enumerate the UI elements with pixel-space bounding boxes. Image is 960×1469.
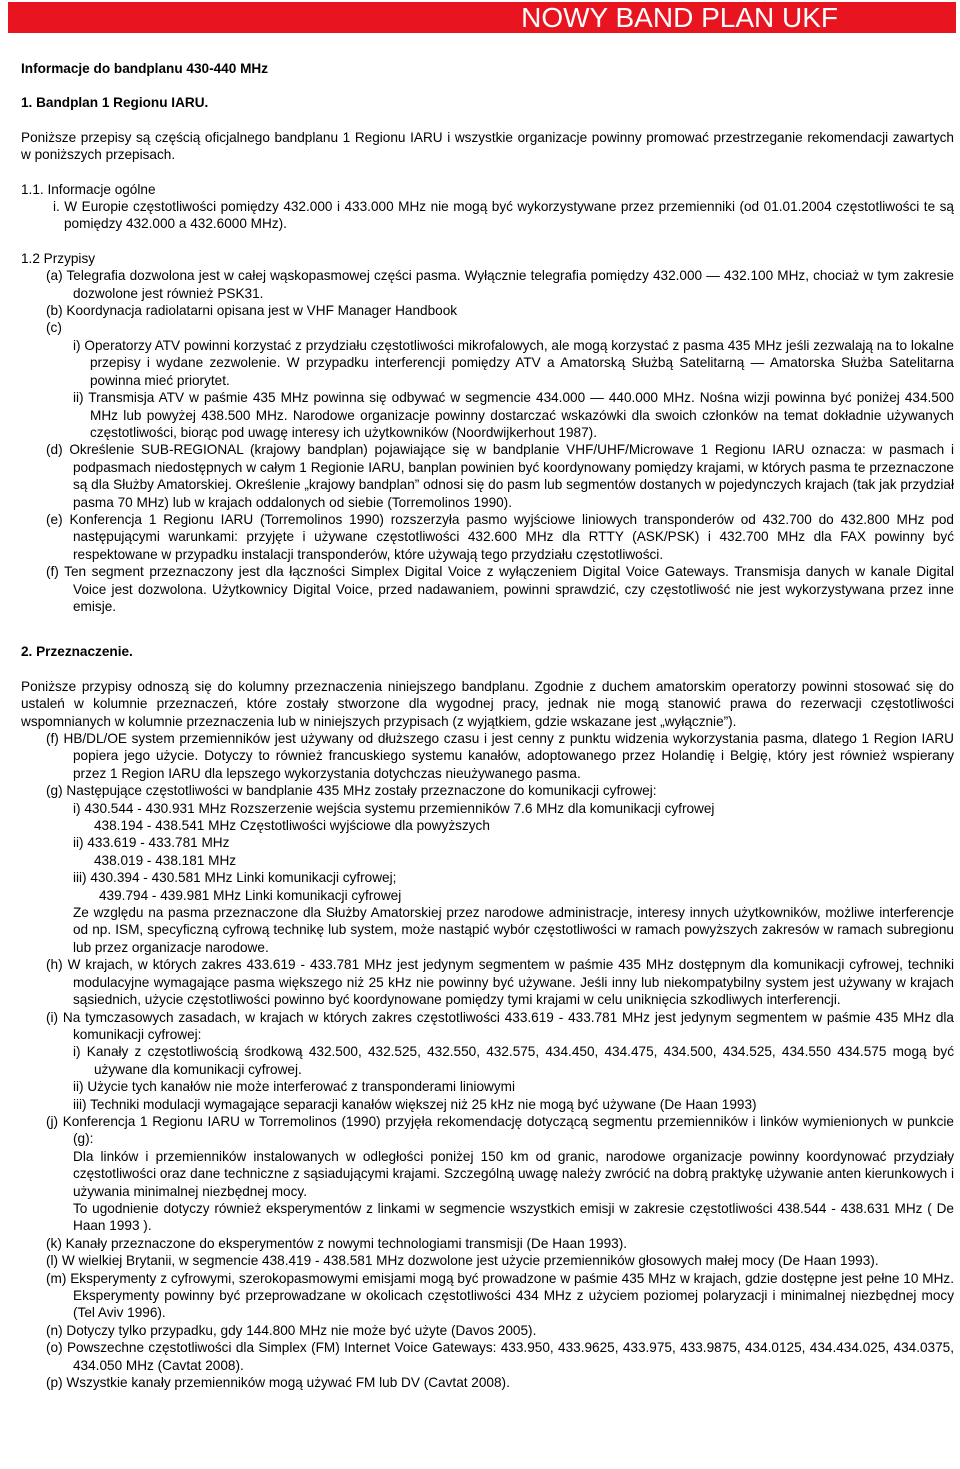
note-2-i-i: i) Kanały z częstotliwością środkową 432.500, 432.525, 432.550, 432.575, 434.450, 434.475, 434.500, 434.525, 434.550 434.575 mogą być używane dla komunikacji cyfrowej. xyxy=(73,1044,954,1077)
note-2-g-ii-line1: ii) 433.619 - 433.781 MHz xyxy=(73,835,230,851)
note-1-2-a: (a) Telegrafia dozwolona jest w całej wąskopasmowej części pasma. Wyłącznie telegrafia pomiędzy 432.000 — 432.100 MHz, chociaż w tym zakresie dozwolone jest również PSK31. xyxy=(46,268,954,301)
note-2-g-i-line2: 438.194 - 438.541 MHz Częstotliwości wyjściowe dla powyższych xyxy=(94,818,490,834)
note-1-2-c: (c) xyxy=(46,320,62,336)
note-2-j: (j) Konferencja 1 Regionu IARU w Torremolinos (1990) przyjęła rekomendację dotyczącą segmentu przemienników i linków wymienionych w punkcie (g): xyxy=(46,1113,954,1147)
note-1-2-e: (e) Konferencja 1 Regionu IARU (Torremolinos 1990) rozszerzyła pasmo wyjściowe liniowych transponderów od 432.700 do 432.800 MHz pod następującymi warunkami: przyjęte i używane częstotliwości 432.600 MHz dla RTTY (ASK/PSK) i 432.700 MHz dla FAX powinny być respektowane w przypadku instalacji transponderów, które używają tego przydziału częstotliwości. xyxy=(46,511,954,562)
note-2-p: (p) Wszystkie kanały przemienników mogą używać FM lub DV (Cavtat 2008). xyxy=(46,1375,510,1391)
subsection-title-1-1: 1.1. Informacje ogólne xyxy=(21,181,156,197)
note-2-f: (f) HB/DL/OE system przemienników jest używany od dłuższego czasu i jest cenny z punktu widzenia wykorzystania pasma, dlatego 1 Region IARU popiera jego użycie. Dotyczy to również francuskiego systemu kanałów, adoptowanego przez Holandię i Belgię, który jest również wspierany przez 1 Region IARU dla lepszego wykorzystania dotychczas nieużywanego pasma. xyxy=(46,731,954,781)
note-2-i-iii: iii) Techniki modulacji wymagające separacji kanałów większej niż 25 kHz nie mogą być używane (De Haan 1993) xyxy=(73,1096,757,1112)
page-banner: NOWY BAND PLAN UKF xyxy=(8,2,956,33)
note-2-j-para2: To ugodnienie dotyczy również eksperymentów z linkami w segmencie wszystkich emisji w zakresie częstotliwości 438.544 - 438.631 MHz ( De Haan 1993 ). xyxy=(73,1200,954,1234)
note-2-j-para1: Dla linków i przemienników instalowanych w odległości poniżej 150 km od granic, narodowe organizacje powinny koordynować przydziały częstotliwości oraz dane techniczne z sąsiadującymi krajami. Szczególną uwagę należy zwrócić na dobrą praktykę używanie anten kierunkowych i używania minimalnej niezbędnej mocy. xyxy=(73,1148,954,1199)
note-2-l: (l) W wielkiej Brytanii, w segmencie 438.419 - 438.581 MHz dozwolone jest użycie przemienników głosowych małej mocy (De Haan 1993). xyxy=(46,1253,879,1269)
note-2-g-remark: Ze względu na pasma przeznaczone dla Służby Amatorskiej przez narodowe administracje, interesy innych użytkowników, możliwe interferencje od np. ISM, specyficzną cyfrową technikę lub system, może nastąpić wybór częstotliwości w ramach powyższych zakresów w ramach subregionu lub przez organizacje narodowe. xyxy=(73,905,954,955)
note-2-g: (g) Następujące częstotliwości w bandplanie 435 MHz zostały przeznaczone do komunikacji cyfrowej: xyxy=(46,783,657,799)
subsection-title-1-2: 1.2 Przypisy xyxy=(21,250,96,266)
note-1-1-i: i. W Europie częstotliwości pomiędzy 432.000 i 433.000 MHz nie mogą być wykorzystywane przez przemienniki (od 01.01.2004 częstotliwości te są pomiędzy 432.000 a 432.6000 MHz). xyxy=(53,199,954,232)
heading-section-1: 1. Bandplan 1 Regionu IARU. xyxy=(21,95,209,111)
note-2-g-i-line1: i) 430.544 - 430.931 MHz Rozszerzenie wejścia systemu przemienników 7.6 MHz dla komunikacji cyfrowej xyxy=(73,800,715,816)
note-2-g-iii-line1: iii) 430.394 - 430.581 MHz Linki komunikacji cyfrowej; xyxy=(73,870,397,886)
note-1-2-c-i: i) Operatorzy ATV powinni korzystać z przydziału częstotliwości mikrofalowych, ale mogą korzystać z pasma 435 MHz jeśli zezwalają na to lokalne przepisy i wydane zezwolenie. W przypadku interferencji pomiędzy ATV a Amatorską Służbą Satelitarną — Amatorska Służba Satelitarna powinna mieć priorytet. xyxy=(73,337,954,388)
note-2-n: (n) Dotyczy tylko przypadku, gdy 144.800 MHz nie może być użyte (Davos 2005). xyxy=(46,1322,537,1338)
note-1-2-b: (b) Koordynacja radiolatarni opisana jest w VHF Manager Handbook xyxy=(46,303,458,319)
note-2-i-ii: ii) Użycie tych kanałów nie może interferować z transponderami liniowymi xyxy=(73,1079,515,1095)
heading-section-2: 2. Przeznaczenie. xyxy=(21,644,133,660)
document-body xyxy=(21,60,954,1391)
note-2-m: (m) Eksperymenty z cyfrowymi, szerokopasmowymi emisjami mogą być prowadzone w paśmie 435 MHz w krajach, gdzie dostępne jest pełne 10 MHz. Eksperymenty powinny być przeprowadzane w okolicach częstotliwości 434 MHz z użyciem poziomej polaryzacji i minimalnej niezbędnej mocy (Tel Aviv 1996). xyxy=(46,1270,954,1321)
section-2-intro: Poniższe przypisy odnoszą się do kolumny przeznaczenia niniejszego bandplanu. Zgodnie z duchem amatorskim operatorzy powinni stosować się do ustaleń w kolumnie przeznaczeń, które zostały stworzone dla wygodnej pracy, jednak nie mogą stanowić prawa do rezerwacji częstotliwości wspomnianych w kolumnie przeznaczenia lub w niniejszych przypisach (z wyjątkiem, gdzie wskazane jest „wyłącznie”). xyxy=(21,678,954,729)
note-2-o: (o) Powszechne częstotliwości dla Simplex (FM) Internet Voice Gateways: 433.950, 433.9625, 433.975, 433.9875, 434.0125, 434.434.025, 434.0375, 434.050 MHz (Cavtat 2008). xyxy=(46,1340,954,1373)
note-2-i: (i) Na tymczasowych zasadach, w krajach w których zakres częstotliwości 433.619 - 433.781 MHz jest jedynym segmentem w paśmie 435 MHz dla komunikacji cyfrowej: xyxy=(46,1009,954,1042)
note-1-2-d: (d) Określenie SUB-REGIONAL (krajowy bandplan) pojawiające się w bandplanie VHF/UHF/Microwave 1 Regionu IARU oznacza: w pasmach i podpasmach niedostępnych w całym 1 Regionie IARU, banplan powinien być koordynowany pomiędzy krajami, w których pasma te przeznaczone są dla Służby Amatorskiej. Określenie „krajowy bandplan” odnosi się do pasm lub segmentów dostanych w pojedynczych krajach (tak jak przydział pasma 70 MHz) lub w krajach oddalonych od siebie (Torremolinos 1990). xyxy=(46,442,954,510)
note-1-2-f: (f) Ten segment przeznaczony jest dla łączności Simplex Digital Voice z wyłączeniem Digital Voice Gateways. Transmisja danych w kanale Digital Voice jest dozwolona. Użytkownicy Digital Voice, przed nadawaniem, powinni sprawdzić, czy częstotliwość nie jest wykorzystywana przez inne emisje. xyxy=(46,564,954,614)
heading-info: Informacje do bandplanu 430-440 MHz xyxy=(21,61,269,76)
note-2-g-iii-line2: 439.794 - 439.981 MHz Linki komunikacji cyfrowej xyxy=(99,887,402,903)
note-2-g-ii-line2: 438.019 - 438.181 MHz xyxy=(94,852,237,868)
note-1-2-c-ii: ii) Transmisja ATV w paśmie 435 MHz powinna się odbywać w segmencie 434.000 — 440.000 MHz. Nośna wizji powinna być poniżej 434.500 MHz lub powyżej 438.500 MHz. Narodowe organizacje powinny dostarczać wskazówki dla swoich członków na temat dokładnie używanych częstotliwości, biorąc pod uwagę interesy ich użytkowników (Noordwijkerhout 1987). xyxy=(73,390,954,440)
intro-paragraph: Poniższe przepisy są częścią oficjalnego bandplanu 1 Regionu IARU i wszystkie organizacje powinny promować przestrzeganie rekomendacji zawartych w poniższych przepisach. xyxy=(21,129,954,163)
note-2-k: (k) Kanały przeznaczone do eksperymentów z nowymi technologiami transmisji (De Haan 1993). xyxy=(46,1235,628,1251)
note-2-h: (h) W krajach, w których zakres 433.619 - 433.781 MHz jest jedynym segmentem w paśmie 435 MHz dostępnym dla komunikacji cyfrowej, techniki modulacyjne wymagające pasma większego niż 25 kHz nie powinny być używane. Jeśli inny lub niekompatybilny system jest używany w krajach sąsiednich, użycie częstotliwości powinno być koordynowane pomiędzy tymi krajami w celu uniknięcia szkodliwych interferencji. xyxy=(46,957,954,1008)
